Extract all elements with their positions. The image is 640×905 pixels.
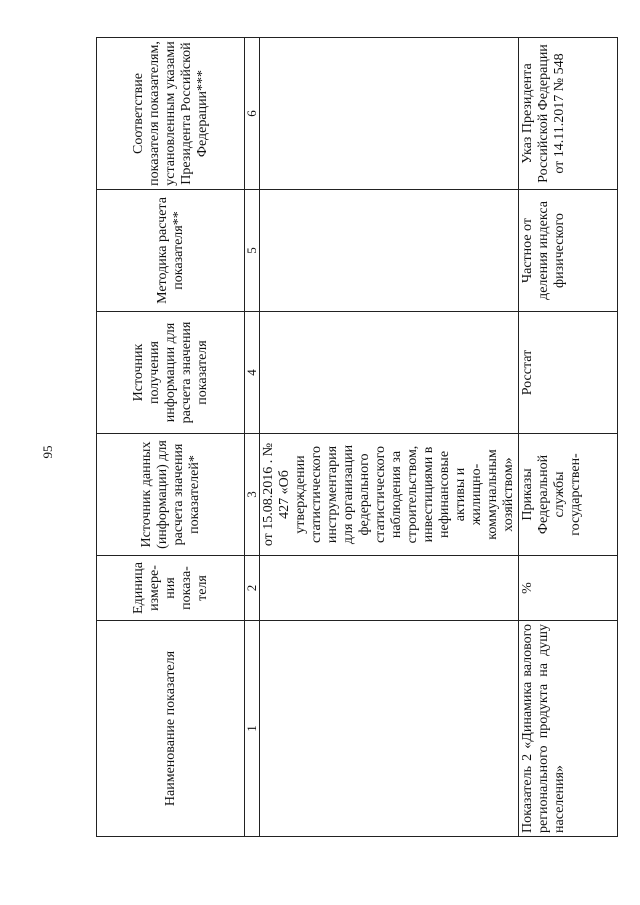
header-unit: Единица измере-ния показа-теля [97, 556, 245, 621]
header-indicator-name: Наименование показателя [97, 621, 245, 837]
table-cell: Частное от деления индекса физического [519, 190, 618, 312]
column-number: 5 [245, 190, 260, 312]
table-cell [260, 621, 519, 837]
table-cell: Указ Президента Российской Федерации от 14.11.2017 № 548 [519, 38, 618, 190]
table-cell [260, 556, 519, 621]
table-header-row [97, 38, 245, 837]
rotated-table-container [96, 38, 582, 837]
table-cell [260, 38, 519, 190]
table-cell: Приказы Федеральной службы государствен- [519, 434, 618, 556]
table-cell: % [519, 556, 618, 621]
table-cell: Росстат [519, 312, 618, 434]
column-number: 4 [245, 312, 260, 434]
header-decree-correspondence: Соответствие показателя показателям, установленным указами Президента Российской Федерации*** [97, 38, 245, 190]
table-cell [260, 312, 519, 434]
column-number: 3 [245, 434, 260, 556]
header-method: Методика расчета показателя** [97, 190, 245, 312]
header-info-source: Источник получения информации для расчета значения показателя [97, 312, 245, 434]
table-cell [260, 190, 519, 312]
column-number: 2 [245, 556, 260, 621]
column-number-row [245, 38, 260, 837]
column-number: 6 [245, 38, 260, 190]
page-number: 95 [40, 445, 55, 459]
table-cell: Показатель 2 «Динамика валового регионального продукта на душу населения» [519, 621, 618, 837]
indicators-table [96, 37, 618, 837]
table-cell: от 15.08.2016 . № 427 «Об утверждении статистического инструментария для организации федерального статистического наблюдения за строительством, инвестициями в нефинансовые активы и жилищно-коммунальным хозяйством» [260, 434, 519, 556]
table-row [519, 38, 618, 837]
column-number: 1 [245, 621, 260, 837]
header-data-source: Источник данных (информации) для расчета значения показателей* [97, 434, 245, 556]
table-row [260, 38, 519, 837]
